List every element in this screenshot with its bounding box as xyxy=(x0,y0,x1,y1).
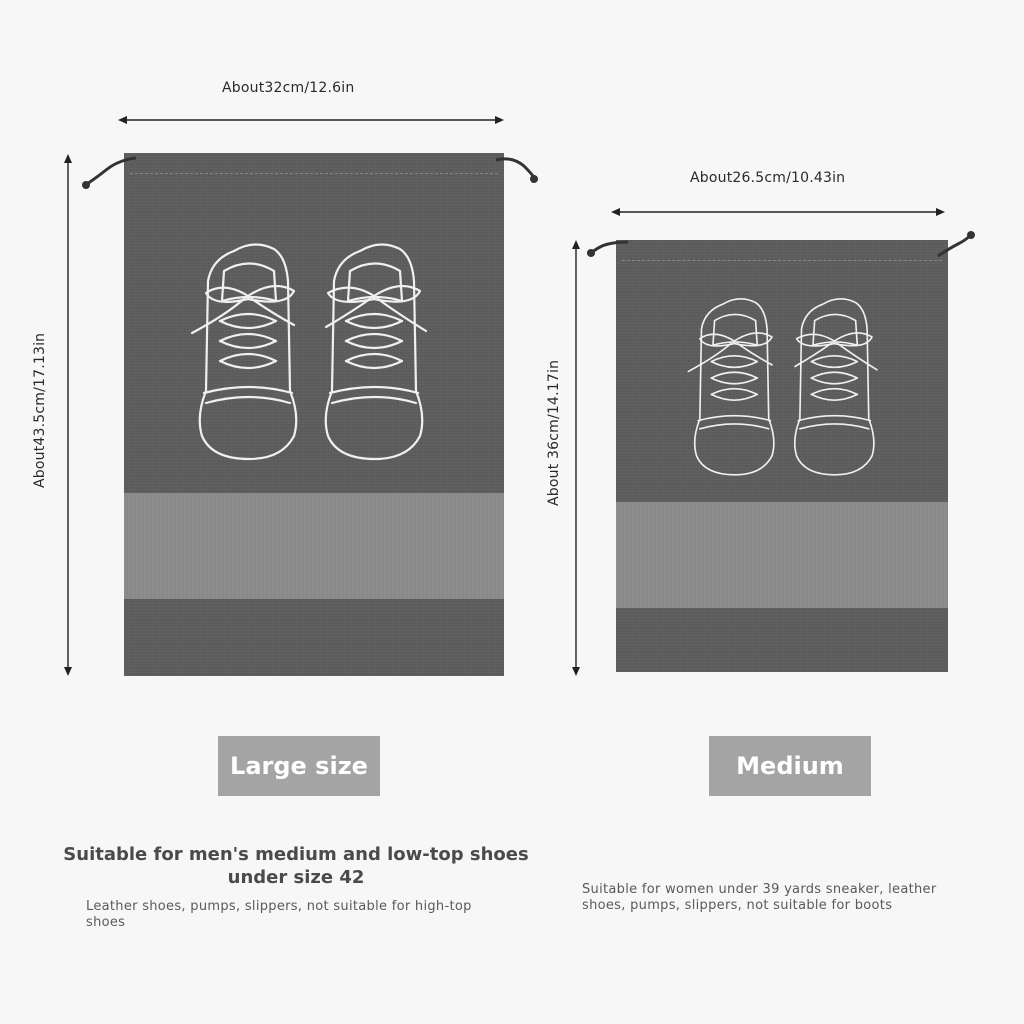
medium-sneakers-icon xyxy=(690,296,890,476)
large-width-arrow-icon xyxy=(118,114,504,126)
medium-width-label: About26.5cm/10.43in xyxy=(690,170,846,186)
medium-drawstring-right-icon xyxy=(936,228,980,262)
large-width-label: About32cm/12.6in xyxy=(222,80,355,96)
medium-height-label: About 36cm/14.17in xyxy=(546,359,562,506)
large-shoe-bag xyxy=(124,153,504,676)
medium-suitability-note: Suitable for women under 39 yards sneaker, leather shoes, pumps, slippers, not suitable for boots xyxy=(582,882,937,913)
large-suitability-note: Leather shoes, pumps, slippers, not suitable for high-top shoes xyxy=(86,899,472,930)
large-size-badge: Large size xyxy=(218,736,380,796)
medium-width-arrow-icon xyxy=(611,206,945,218)
large-suitability-title: Suitable for men's medium and low-top shoes under size 42 xyxy=(63,844,529,888)
medium-bag-window xyxy=(616,502,948,608)
large-drawstring-left-icon xyxy=(78,150,138,190)
medium-drawstring-left-icon xyxy=(586,236,630,260)
large-bag-window xyxy=(124,493,504,599)
large-height-arrow-icon xyxy=(62,154,74,676)
medium-shoe-bag xyxy=(616,240,948,672)
large-sneakers-icon xyxy=(194,241,434,466)
medium-height-arrow-icon xyxy=(570,240,582,676)
large-drawstring-right-icon xyxy=(494,150,544,190)
medium-size-badge: Medium xyxy=(709,736,871,796)
large-height-label: About43.5cm/17.13in xyxy=(32,332,48,488)
